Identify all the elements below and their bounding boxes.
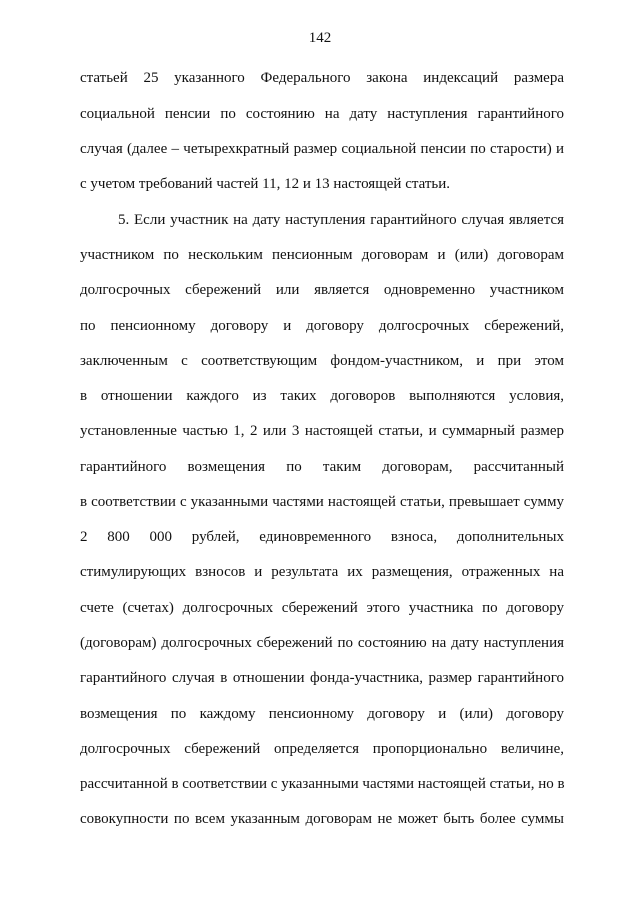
text-line: (договорам) долгосрочных сбережений по состоянию на дату наступления	[80, 635, 564, 651]
text-line: с учетом требований частей 11, 12 и 13 настоящей статьи.	[80, 176, 451, 192]
text-line: гарантийного возмещения по таким договорам, рассчитанный	[80, 459, 564, 475]
text-line: случая (далее – четырехкратный размер социальной пенсии по старости) и	[80, 141, 564, 157]
text-line: участником по нескольким пенсионным договорам и (или) договорам	[80, 247, 564, 263]
text-line: 2 800 000 рублей, единовременного взноса, дополнительных	[80, 529, 564, 545]
text-line: по пенсионному договору и договору долгосрочных сбережений,	[80, 318, 564, 334]
text-line: долгосрочных сбережений или является одновременно участником	[80, 282, 564, 298]
text-line: установленные частью 1, 2 или 3 настоящей статьи, и суммарный размер	[80, 423, 564, 439]
text-line: статьей 25 указанного Федерального закона индексаций размера	[80, 70, 564, 86]
page-number: 142	[308, 30, 332, 46]
text-line: стимулирующих взносов и результата их размещения, отраженных на	[80, 564, 564, 580]
paragraph-start-line: 5. Если участник на дату наступления гарантийного случая является	[118, 212, 564, 228]
text-line: совокупности по всем указанным договорам не может быть более суммы	[80, 811, 564, 827]
text-line: гарантийного случая в отношении фонда-участника, размер гарантийного	[80, 670, 564, 686]
text-line: возмещения по каждому пенсионному договору и (или) договору	[80, 706, 564, 722]
text-line: в отношении каждого из таких договоров выполняются условия,	[80, 388, 564, 404]
text-line: в соответствии с указанными частями настоящей статьи, превышает сумму	[80, 494, 564, 510]
text-line: рассчитанной в соответствии с указанными частями настоящей статьи, но в	[80, 776, 565, 792]
text-line: социальной пенсии по состоянию на дату наступления гарантийного	[80, 106, 564, 122]
text-line: счете (счетах) долгосрочных сбережений этого участника по договору	[80, 600, 564, 616]
text-line: заключенным с соответствующим фондом-участником, и при этом	[80, 353, 564, 369]
text-line: долгосрочных сбережений определяется пропорционально величине,	[80, 741, 564, 757]
